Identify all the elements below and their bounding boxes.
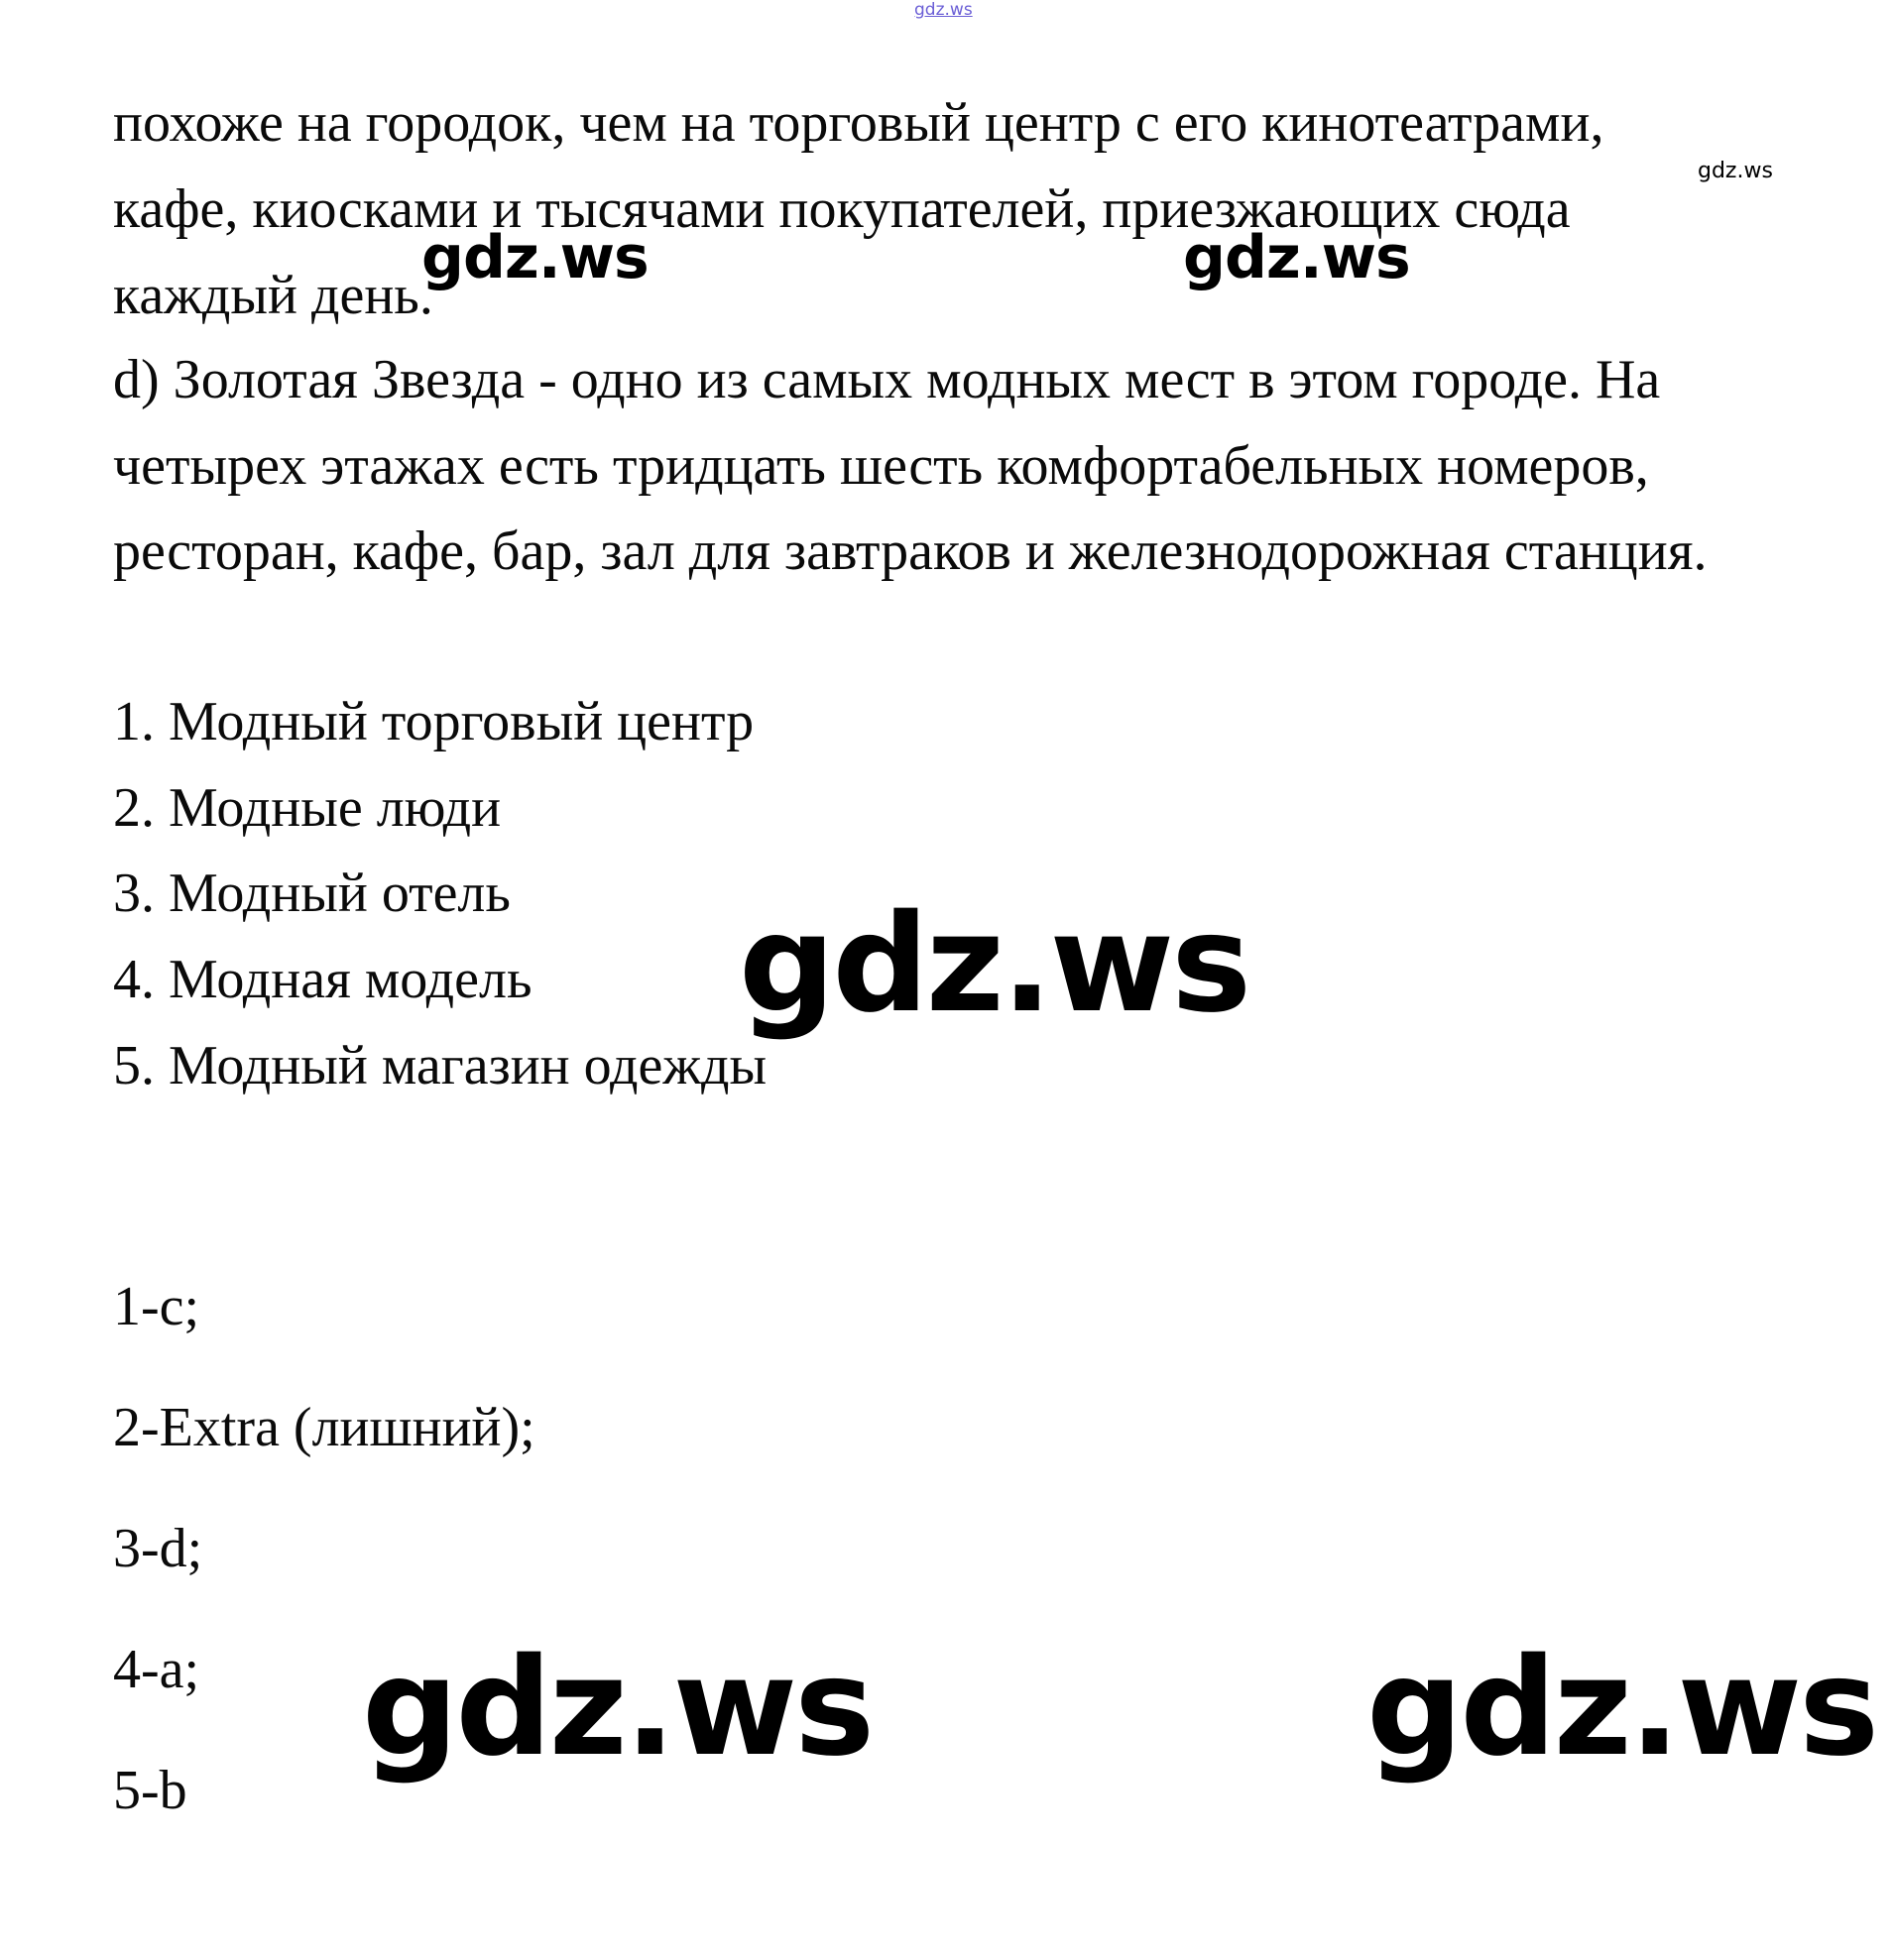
answer-item-2: 2-Extra (лишний);: [113, 1397, 535, 1458]
paragraph-c-line-2: кафе, киосками и тысячами покупателей, приезжающих сюда: [113, 178, 1571, 240]
answer-item-4: 4-a;: [113, 1639, 200, 1700]
answer-item-1: 1-c;: [113, 1276, 200, 1337]
paragraph-d-line-2: четырех этажах есть тридцать шесть комфортабельных номеров,: [113, 435, 1649, 497]
heading-item-4: 4. Модная модель: [113, 949, 533, 1010]
paragraph-c-line-1: похоже на городок, чем на торговый центр с его кинотеатрами,: [113, 92, 1604, 154]
paragraph-c-line-3: каждый день.: [113, 265, 433, 326]
heading-item-5: 5. Модный магазин одежды: [113, 1035, 768, 1096]
paragraph-d-line-3: ресторан, кафе, бар, зал для завтраков и железнодорожная станция.: [113, 520, 1708, 582]
answer-item-3: 3-d;: [113, 1518, 203, 1579]
watermark-medium-left: gdz.ws: [421, 223, 649, 292]
paragraph-d-line-1: d) Золотая Звезда - одно из самых модных мест в этом городе. На: [113, 349, 1661, 410]
watermark-top-tiny: gdz.ws: [914, 0, 973, 20]
watermark-medium-right: gdz.ws: [1183, 223, 1410, 292]
heading-item-1: 1. Модный торговый центр: [113, 691, 755, 752]
watermark-small-right: gdz.ws: [1698, 159, 1773, 183]
watermark-large-bottom-left: gdz.ws: [362, 1630, 873, 1787]
answer-item-5: 5-b: [113, 1760, 187, 1821]
heading-item-2: 2. Модные люди: [113, 777, 502, 839]
heading-item-3: 3. Модный отель: [113, 863, 511, 924]
watermark-large-center: gdz.ws: [739, 886, 1249, 1043]
watermark-large-bottom-right: gdz.ws: [1366, 1630, 1877, 1787]
